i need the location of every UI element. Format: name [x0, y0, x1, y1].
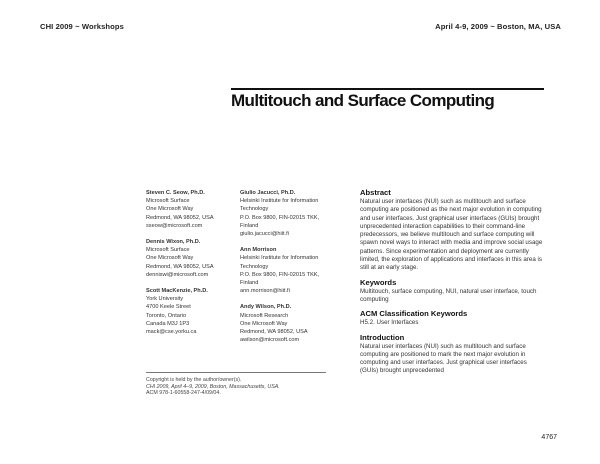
- section-heading: ACM Classification Keywords: [360, 309, 468, 319]
- copyright-rule: [146, 372, 326, 373]
- author-affiliation-line: Redmond, WA 98052, USA: [240, 329, 308, 336]
- author-affiliation-line: Technology: [240, 206, 269, 213]
- copyright-line: Copyright is held by the author/owner(s).: [146, 377, 242, 383]
- author-affiliation-line: One Microsoft Way: [240, 320, 288, 327]
- author-affiliation-line: One Microsoft Way: [146, 255, 194, 262]
- author-name: Steven C. Seow, Ph.D.: [146, 190, 205, 196]
- conference-dates-location: April 4-9, 2009 ~ Boston, MA, USA: [435, 22, 561, 31]
- author-name: Ann Morrison: [240, 247, 277, 254]
- author-block: [240, 189, 340, 238]
- conference-name: CHI 2009 ~ Workshops: [40, 22, 124, 31]
- author-affiliation-line: mack@cse.yorku.ca: [146, 329, 197, 336]
- authors-column-1: [146, 189, 236, 344]
- author-name: Giulio Jacucci, Ph.D.: [240, 190, 296, 196]
- section-heading: Keywords: [360, 277, 397, 287]
- author-affiliation-line: ann.morrison@hiit.fi: [240, 288, 290, 295]
- author-affiliation-line: Microsoft Surface: [146, 198, 190, 205]
- author-affiliation-line: York University: [146, 296, 184, 303]
- section-body: H5.2. User Interfaces: [360, 319, 419, 327]
- authors-column-2: [240, 189, 340, 352]
- author-affiliation-line: Canada M3J 1P3: [146, 320, 190, 327]
- author-name: Scott MacKenzie, Ph.D.: [146, 288, 208, 295]
- author-affiliation-line: P.O. Box 9800, FIN-02015 TKK,: [240, 271, 320, 278]
- author-affiliation-line: Helsinki Institute for Information: [240, 198, 319, 205]
- author-affiliation-line: Toronto, Ontario: [146, 312, 187, 319]
- author-block: [146, 287, 236, 336]
- author-affiliation-line: Redmond, WA 98052, USA: [146, 214, 214, 221]
- author-affiliation-line: Microsoft Research: [240, 312, 289, 319]
- paper-title: Multitouch and Surface Computing: [231, 91, 495, 110]
- author-block: [146, 189, 236, 230]
- author-affiliation-line: P.O. Box 9800, FIN-02015 TKK,: [240, 214, 320, 221]
- section-body: Multitouch, surface computing, NUI, natural user interface, touch computing: [360, 287, 537, 303]
- section-heading: Abstract: [360, 188, 391, 197]
- author-affiliation-line: One Microsoft Way: [146, 206, 194, 213]
- section-heading: Introduction: [360, 332, 405, 342]
- copyright-notice: [146, 377, 346, 397]
- section-body: Natural user interfaces (NUI) such as multitouch and surface computing are positioned to mark the next major evolution in computing and user interfaces. Just graphical user interfaces (GUIs) brought unprecedented: [360, 342, 527, 375]
- author-name: Andy Wilson, Ph.D.: [240, 304, 292, 311]
- author-affiliation-line: Helsinki Institute for Information: [240, 255, 319, 262]
- main-text-column: [360, 188, 545, 381]
- author-affiliation-line: Finland: [240, 222, 259, 229]
- author-affiliation-line: giulio.jacucci@hiit.fi: [240, 231, 289, 238]
- author-affiliation-line: Finland: [240, 280, 259, 287]
- author-affiliation-line: Technology: [240, 263, 269, 270]
- author-name: Dennis Wixon, Ph.D.: [146, 239, 201, 246]
- copyright-line: CHI 2009, April 4–9, 2009, Boston, Massachusetts, USA.: [146, 383, 280, 390]
- author-affiliation-line: 4700 Keele Street: [146, 304, 191, 311]
- author-block: [146, 238, 236, 279]
- author-affiliation-line: Redmond, WA 98052, USA: [146, 263, 214, 270]
- author-affiliation-line: awilson@microsoft.com: [240, 337, 300, 344]
- author-block: [240, 246, 340, 295]
- author-affiliation-line: denniswi@microsoft.com: [146, 271, 209, 278]
- author-affiliation-line: Microsoft Surface: [146, 247, 190, 254]
- page-number: 4767: [541, 434, 557, 441]
- section-body: Natural user interfaces (NUI) such as multitouch and surface computing are positioned as the next major evolution in computing and user interfaces. Just graphical user interfaces (GUIs) brought unprecedented interaction capabilities to their command-line predecessors, we believe multitouch and surface computing will spawn novel ways to interact with media and improve social usage patterns. Since experimentation and deployment are currently limited, the exploration of applications and interfaces in this area is still at an early stage.: [360, 198, 543, 272]
- author-block: [240, 303, 340, 344]
- copyright-line: ACM 978-1-60558-247-4/09/04.: [146, 390, 221, 397]
- author-affiliation-line: sseow@microsoft.com: [146, 222, 203, 229]
- title-rule: [231, 88, 544, 90]
